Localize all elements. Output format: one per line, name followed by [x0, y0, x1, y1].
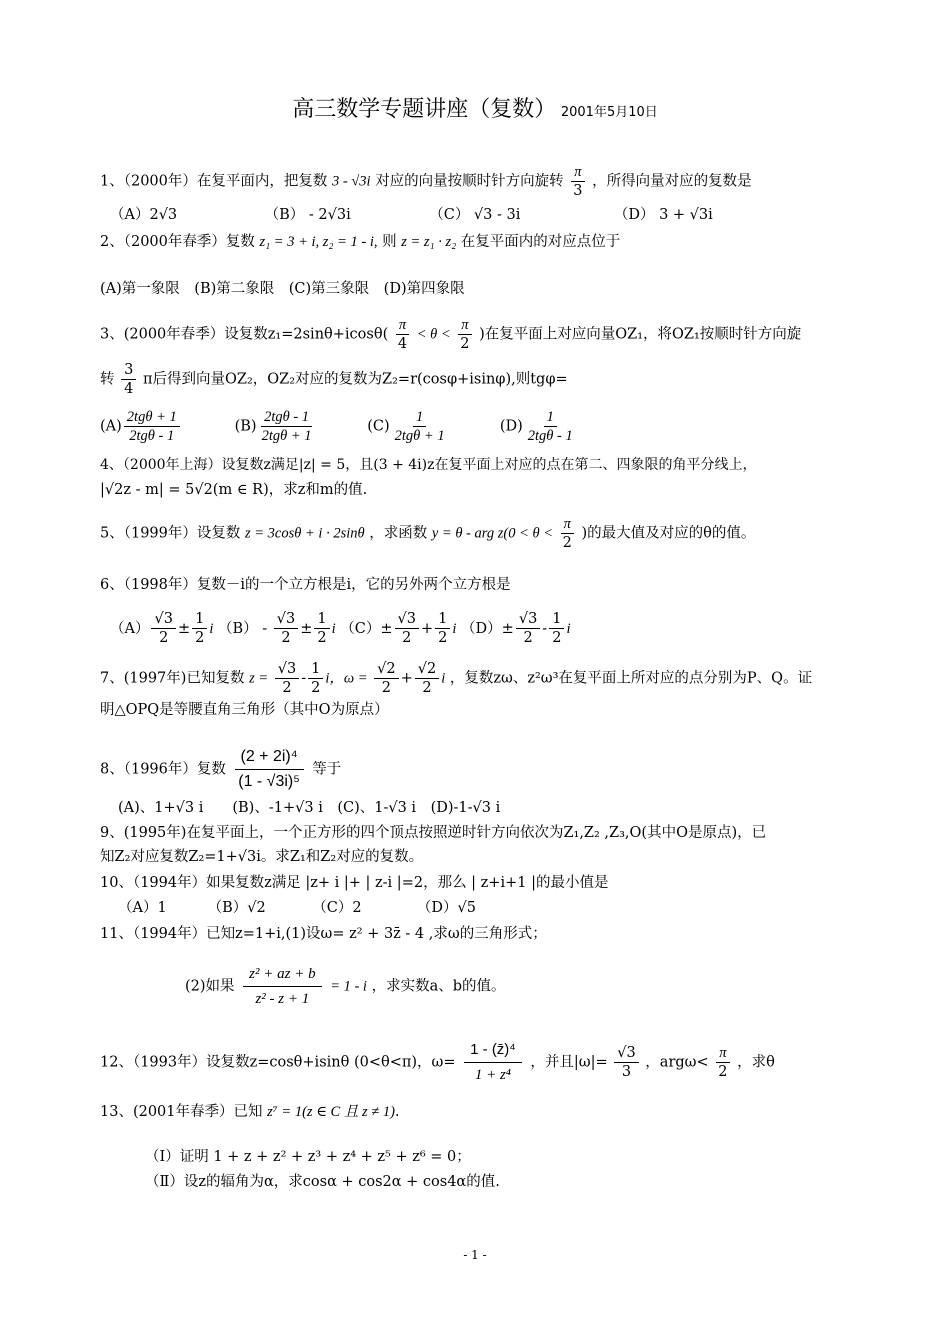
- q2-suffix: 在复平面内的对应点位于: [460, 234, 621, 250]
- q7-z-n1: √3: [275, 660, 299, 679]
- q6-c-op: +: [421, 620, 434, 637]
- q8-prefix: 8、（1996年）复数: [100, 761, 226, 778]
- title-main: 高三数学专题讲座（复数）: [292, 97, 557, 122]
- q3-option-a-num: 2tgθ + 1: [124, 408, 180, 427]
- q6-a-d2: 2: [195, 630, 205, 646]
- question-8: [100, 745, 341, 794]
- q3-option-a-label: (A): [100, 418, 122, 435]
- q8-options: (A)、1+√3 i (B)、-1+√3 i (C)、1-√3 i (D)-1-√3 i: [118, 800, 501, 816]
- q6-option-b-label: （B）: [217, 620, 258, 637]
- q7-line2: 明△OPQ是等腰直角三角形（其中O为原点）: [100, 702, 389, 718]
- title-date: 2001年5月10日: [560, 105, 658, 120]
- q3-option-a: [100, 408, 230, 445]
- q7-z-d2: 2: [311, 680, 321, 696]
- q3-frac-a-num: π: [396, 316, 409, 335]
- q2-options: (A)第一象限 (B)第二象限 (C)第三象限 (D)第四象限: [100, 281, 465, 297]
- q1-option-a: （A）2√3: [110, 207, 178, 223]
- q12-num: 1 - (z̄)⁴: [464, 1038, 522, 1063]
- q6-c-sign: ±: [380, 620, 393, 637]
- q3-option-d-den: 2tgθ - 1: [527, 428, 573, 444]
- q8-suffix: 等于: [312, 761, 342, 778]
- q5-expr: z = 3cosθ + i · 2sinθ: [245, 525, 365, 542]
- q3-frac-mid: < θ <: [416, 326, 451, 343]
- q1-option-d: （D） 3 + √3i: [613, 207, 713, 223]
- q7-w-post: i: [441, 670, 446, 687]
- q6-option-c-label: （C）: [340, 620, 381, 637]
- q12-a-den: 2: [718, 1064, 728, 1080]
- q12-a-num: π: [716, 1044, 729, 1063]
- q1-options: [110, 205, 753, 225]
- q12-suffix: ，求θ: [737, 1054, 775, 1071]
- q7-z-pre: z =: [249, 670, 269, 687]
- q10-options: [118, 898, 476, 918]
- q6-d-op: -: [542, 620, 548, 637]
- q5-frac: [560, 515, 575, 552]
- q1-suffix: ，所得向量对应的复数是: [592, 173, 752, 190]
- q3-option-b-den: 2tgθ + 1: [261, 428, 312, 444]
- q6-c-i: i: [452, 620, 457, 637]
- question-1: [100, 163, 752, 200]
- q7-z-post: i，ω =: [325, 670, 368, 687]
- q3-frac-b-num: π: [458, 316, 471, 335]
- q6-a-op: ±: [177, 620, 191, 637]
- q3-line1-end: )在复平面上对应向量OZ₁，将OZ₁按顺时针方向旋: [479, 326, 802, 343]
- q1-angle: [570, 163, 585, 200]
- question-12: [100, 1038, 775, 1087]
- q3-option-c-den: 2tgθ + 1: [394, 428, 445, 444]
- q7-w-n2: √2: [415, 660, 439, 679]
- q7-w-n1: √2: [374, 660, 398, 679]
- q6-option-d-label: （D）: [461, 620, 502, 637]
- q3-option-b: [235, 408, 363, 445]
- q7-prefix: 7、(1997年)已知复数: [100, 670, 245, 687]
- question-2: [100, 232, 620, 252]
- q5-frac-num: π: [561, 515, 574, 534]
- q7-w-mid: +: [400, 670, 413, 687]
- q4-line1: 4、（2000年上海）设复数z满足|z| = 5，且(3 + 4i)z在复平面上对应的点在第二、四象限的角平分线上，: [100, 457, 757, 473]
- q12-m-num: √3: [614, 1044, 638, 1063]
- q3-frac-a: [395, 316, 410, 353]
- q3-options: [100, 408, 578, 445]
- q3-line2-end: π后得到向量OZ₂，OZ₂对应的复数为Z₂=r(cosφ+isinφ),则tgφ=: [142, 371, 568, 388]
- q1-angle-num: π: [571, 163, 584, 182]
- q6-option-a-label: （A）: [110, 620, 150, 637]
- q7-z-n2: 1: [308, 660, 323, 679]
- q6-b-sign: -: [257, 620, 272, 637]
- q12-m-den: 3: [621, 1064, 632, 1080]
- q6-c-n1: √3: [395, 610, 419, 629]
- q3-option-d: [500, 408, 578, 445]
- q3-option-c-label: (C): [367, 418, 390, 435]
- q2-expr1: z₁ = 3 + i, z₂ = 1 - i,: [259, 234, 378, 250]
- q6-a-i: i: [209, 620, 214, 637]
- q5-suffix: )的最大值及对应的θ的值。: [581, 525, 756, 542]
- question-3-line2: [100, 361, 568, 398]
- q13-expr: z⁷ = 1(z ∈ C 且 z ≠ 1): [267, 1104, 395, 1120]
- q6-option-b: [217, 611, 336, 646]
- q5-prefix: 5、（1999年）设复数: [100, 525, 241, 542]
- q11-p2-eq: = 1 - i: [330, 978, 367, 995]
- q3-line1: 3、(2000年春季）设复数z₁=2sinθ+icosθ(: [100, 326, 389, 343]
- q6-a-d1: 2: [159, 630, 169, 646]
- q8-num: (2 + 2i)⁴: [235, 745, 304, 770]
- q6-option-c: [340, 611, 457, 646]
- q6-c-d1: 2: [402, 630, 412, 646]
- q1-prefix: 1、（2000年）在复平面内，把复数: [100, 173, 328, 190]
- q6-c-n2: 1: [435, 610, 450, 629]
- q3-frac-b-den: 2: [460, 336, 470, 352]
- q11-p2-num: z² + az + b: [243, 962, 321, 987]
- q6-text: 6、（1998年）复数－i的一个立方根是i，它的另外两个立方根是: [100, 577, 511, 593]
- page-number: - 1 -: [463, 1248, 487, 1262]
- q5-mid: ，求函数: [369, 525, 428, 542]
- q3-line2-pre: 转: [100, 371, 115, 388]
- q6-d-d2: 2: [552, 630, 562, 646]
- q10-option-c: （C）2: [312, 900, 362, 916]
- q6-b-op: ±: [300, 620, 313, 637]
- q3-option-c: [367, 408, 495, 445]
- q11-p2-den: z² - z + 1: [255, 991, 310, 1007]
- q11-line1: 11、（1994年）已知z=1+i,(1)设ω= z² + 3z̄ - 4 ,求ω的三角形式；: [100, 926, 547, 942]
- q3-option-d-label: (D): [499, 418, 523, 435]
- question-7: [100, 660, 812, 697]
- q3-frac-c: [121, 361, 136, 398]
- q1-expr: 3 - √3i: [332, 173, 371, 190]
- q12-mid2: ，argω<: [645, 1054, 709, 1071]
- q5-frac-den: 2: [562, 535, 572, 551]
- q3-frac-b: [457, 316, 472, 353]
- q6-d-n2: 1: [549, 610, 564, 629]
- q6-d-sign: ±: [501, 620, 514, 637]
- q13-part1: （Ⅰ）证明 1 + z + z² + z³ + z⁴ + z⁵ + z⁶ = 0；: [145, 1149, 471, 1165]
- q10-option-b: （B）√2: [207, 900, 266, 916]
- q3-option-b-label: (B): [234, 418, 257, 435]
- q2-prefix: 2、（2000年春季）复数: [100, 234, 255, 250]
- q12-den: 1 + z⁴: [474, 1067, 512, 1083]
- q10-option-d: （D）√5: [416, 900, 476, 916]
- q3-option-b-num: 2tgθ - 1: [261, 408, 312, 427]
- q1-mid: 对应的向量按顺时针方向旋转: [375, 173, 564, 190]
- q4-line2: |√2z - m| = 5√2(m ∈ R)，求z和m的值.: [100, 482, 368, 498]
- q6-d-d1: 2: [523, 630, 533, 646]
- q8-den: (1 - √3i)⁵: [238, 773, 300, 790]
- q6-b-i: i: [331, 620, 336, 637]
- q6-d-n1: √3: [516, 610, 540, 629]
- q2-mid: 则: [382, 234, 397, 250]
- q13-part2: （Ⅱ）设z的辐角为α，求cosα + cos2α + cos4α的值.: [145, 1174, 500, 1190]
- q9-line2: 知Z₂对应复数Z₂=1+√3i。求Z₁和Z₂对应的复数。: [100, 849, 424, 865]
- q3-option-c-num: 1: [413, 408, 426, 427]
- q6-b-d2: 2: [317, 630, 327, 646]
- q6-b-n2: 1: [314, 610, 329, 629]
- q6-a-n1: √3: [151, 610, 175, 629]
- q9-line1: 9、(1995年)在复平面上，一个正方形的四个顶点按照逆时针方向依次为Z₁,Z₂ ,Z₃,O(其中O是原点)，已: [100, 825, 767, 841]
- question-5: [100, 515, 755, 552]
- q6-b-d1: 2: [281, 630, 291, 646]
- q6-d-i: i: [566, 620, 571, 637]
- q12-mid: ，并且|ω|=: [530, 1054, 608, 1071]
- q13-prefix: 13、(2001年春季）已知: [100, 1104, 263, 1120]
- q6-c-d2: 2: [438, 630, 448, 646]
- q6-b-n1: √3: [274, 610, 298, 629]
- q3-option-a-den: 2tgθ - 1: [129, 428, 175, 444]
- q6-option-d: [461, 611, 571, 646]
- q7-w-d1: 2: [381, 680, 391, 696]
- q3-frac-a-den: 4: [397, 336, 408, 352]
- q3-frac-c-den: 4: [124, 381, 134, 397]
- q3-option-d-num: 1: [544, 408, 557, 427]
- q2-expr2: z = z₁ · z₂: [401, 234, 457, 250]
- q11-part2: [185, 962, 506, 1011]
- q11-p2-suffix: ，求实数a、b的值。: [371, 978, 506, 995]
- q11-p2-pre: (2)如果: [185, 978, 235, 995]
- q6-options: [110, 610, 570, 647]
- q13-suffix: .: [394, 1104, 400, 1120]
- page-title: [0, 92, 950, 123]
- q1-option-c: （C） √3 - 3i: [429, 207, 521, 223]
- q1-angle-den: 3: [573, 183, 583, 199]
- q1-option-b: （B） - 2√3i: [264, 207, 351, 223]
- q7-suffix: ，复数zω、z²ω³在复平面上所对应的点分别为P、Q。证: [449, 670, 813, 687]
- q7-w-d2: 2: [422, 680, 432, 696]
- q6-option-a: [110, 611, 214, 646]
- q3-frac-c-num: 3: [121, 361, 136, 380]
- q7-z-d1: 2: [282, 680, 292, 696]
- q10-line1: 10、（1994年）如果复数z满足 |z+ i |+ | z-i |=2，那么 | z+i+1 |的最小值是: [100, 875, 609, 891]
- q10-option-a: （A）1: [118, 900, 167, 916]
- q12-prefix: 12、（1993年）设复数z=cosθ+isinθ (0<θ<π)，ω=: [100, 1054, 456, 1071]
- question-3-line1: [100, 316, 801, 353]
- q5-func: y = θ - arg z(0 < θ <: [431, 525, 554, 542]
- q7-z-mid: -: [301, 670, 307, 687]
- question-13: [100, 1102, 400, 1122]
- q6-a-n2: 1: [192, 610, 207, 629]
